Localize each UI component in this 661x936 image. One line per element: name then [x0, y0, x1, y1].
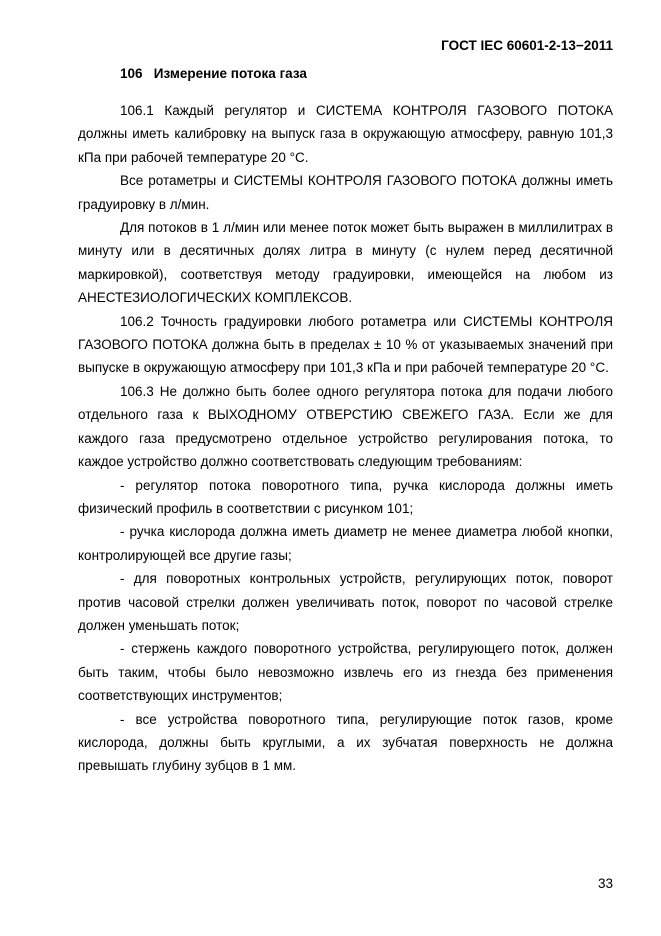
paragraph: Для потоков в 1 л/мин или менее поток может быть выражен в миллилитрах в минуту или в десятичных долях литра в минуту (с нулем перед десятичной маркировкой), соответствуя методу градуировки, имеющейся на любом из АНЕСТЕЗИОЛОГИЧЕСКИХ КОМПЛЕКСОВ. [78, 220, 613, 306]
list-item: - ручка кислорода должна иметь диаметр не менее диаметра любой кнопки, контролирующей все другие газы; [78, 524, 613, 563]
section-heading [120, 66, 307, 81]
list-item: - регулятор потока поворотного типа, ручка кислорода должны иметь физический профиль в соответствии с рисунком 101; [78, 477, 613, 516]
document-body [78, 99, 613, 778]
section-number: 106 [120, 66, 143, 81]
paragraph: Все ротаметры и СИСТЕМЫ КОНТРОЛЯ ГАЗОВОГО ПОТОКА должны иметь градуировку в л/мин. [78, 173, 613, 212]
list-item: - стержень каждого поворотного устройства, регулирующего поток, должен быть таким, чтобы было невозможно извлечь его из гнезда без применения соответствующих инструментов; [78, 641, 613, 704]
list-item: - для поворотных контрольных устройств, регулирующих поток, поворот против часовой стрелки должен увеличивать поток, поворот по часовой стрелке должен уменьшать поток; [78, 571, 613, 633]
document-header: ГОСТ IEC 60601-2-13−2011 [441, 38, 613, 53]
list-item: - все устройства поворотного типа, регулирующие поток газов, кроме кислорода, должны быть круглыми, а их зубчатая поверхность не должна превышать глубину зубцов в 1 мм. [78, 711, 613, 774]
paragraph-106-1: 106.1 Каждый регулятор и СИСТЕМА КОНТРОЛЯ ГАЗОВОГО ПОТОКА должны иметь калибровку на выпуск газа в окружающую атмосферу, равную 101,3 кПа при рабочей температуре 20 °С. [78, 103, 613, 165]
paragraph-106-2: 106.2 Точность градуировки любого ротаметра или СИСТЕМЫ КОНТРОЛЯ ГАЗОВОГО ПОТОКА должна быть в пределах ± 10 % от указываемых значений при выпуске в окружающую атмосферу при 101,3 кПа и при рабочей температуре 20 °С. [78, 313, 613, 376]
section-title: Измерение потока газа [153, 66, 307, 81]
paragraph-106-3: 106.3 Не должно быть более одного регулятора потока для подачи любого отдельного газа к ВЫХОДНОМУ ОТВЕРСТИЮ СВЕЖЕГО ГАЗА. Если же для каждого газа предусмотрено отдельное устройство регулирования потока, то каждое устройство должно соответствовать следующим требованиям: [78, 383, 613, 470]
page-number: 33 [597, 876, 613, 891]
